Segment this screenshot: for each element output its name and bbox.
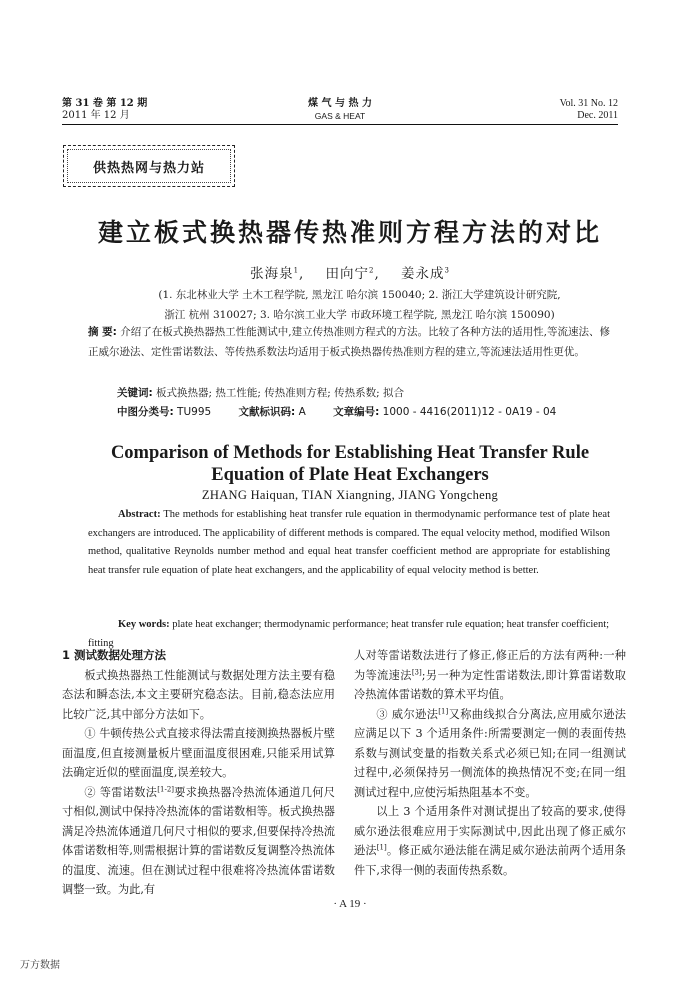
page-number: · A 19 · — [333, 898, 367, 910]
abstract-cn — [88, 322, 610, 362]
body-paragraph — [62, 783, 335, 900]
abstract-cn-label: 摘 要: — [88, 326, 117, 338]
classification-line — [117, 403, 607, 421]
column-section-box — [63, 145, 235, 187]
keywords-cn — [117, 384, 607, 402]
paragraph-text: 要求换热器冷热流体通道几何尺寸相似,测试中保持冷热流体的雷诺数相等。板式换热器满足冷热流体通道几何尺寸相似的要求,但要保持冷热流体雷诺数相等,则需根据计算的雷诺数反复调整冷热流体的温度、流速。但在测试过程中很难将冷热流体雷诺数调整一致。为此,有 — [62, 785, 335, 896]
clc-value: TU995 — [177, 406, 212, 418]
header-volume-issue: 第 31 卷 第 12 期 — [62, 98, 148, 109]
clc-label: 中图分类号: — [117, 406, 174, 418]
article-title-en — [70, 442, 630, 486]
running-header — [62, 98, 618, 124]
affiliations-cn — [112, 285, 607, 325]
header-date-en: Dec. 2011 — [577, 110, 618, 121]
journal-name-cn: 煤 气 与 热 力 — [308, 98, 372, 109]
authors-en: ZHANG Haiquan, TIAN Xiangning, JIANG Yongcheng — [201, 488, 499, 502]
section-heading: 1 测试数据处理方法 — [62, 648, 167, 662]
citation: [1] — [438, 706, 449, 715]
paragraph-text: 又称曲线拟合分离法,应用威尔逊法应满足以下 3 个适用条件:所需要测定一侧的表面传热系数与测试变量的指数关系式必须已知;在同一组测试过程中,必须保持另一侧流体的换热情况不变;在同一组测试过程中,应使污垢热阻基本不变。 — [354, 707, 626, 799]
body-paragraph — [354, 802, 626, 880]
article-number-label: 文章编号: — [333, 406, 380, 418]
article-number-value: 1000 - 4416(2011)12 - 0A19 - 04 — [382, 406, 557, 418]
title-en-line-2: Equation of Plate Heat Exchangers — [211, 465, 489, 485]
citation: [1-2] — [157, 784, 174, 793]
authors-cn: 张海泉$^1$, 田向宁$^2$, 姜永成$^3$ — [250, 266, 450, 282]
header-date-cn: 2011 年 12 月 — [62, 110, 130, 121]
doc-value: A — [298, 406, 306, 418]
keywords-en-text: plate heat exchanger; thermodynamic performance; heat transfer rule equation; heat transfer coefficient; fitting — [88, 619, 610, 649]
body-column-left — [62, 646, 335, 900]
method-name: ② 等雷诺数法 — [84, 785, 158, 799]
header-rule — [62, 124, 618, 125]
author-1-affil: 1 — [293, 266, 300, 275]
abstract-en — [88, 506, 610, 580]
author-2-affil: 2 — [369, 266, 375, 275]
keywords-cn-label: 关键词: — [117, 387, 153, 399]
header-vol-no-en: Vol. 31 No. 12 — [559, 98, 618, 109]
header-journal — [62, 98, 618, 122]
keywords-cn-text: 板式换热器; 热工性能; 传热准则方程; 传热系数; 拟合 — [156, 387, 405, 399]
affiliation-line-1: (1. 东北林业大学 土木工程学院, 黑龙江 哈尔滨 150040; 2. 浙江大学建筑设计研究院, — [158, 289, 561, 301]
body-paragraph: 板式换热器热工性能测试与数据处理方法主要有稳态法和瞬态法,本文主要研究稳态法。目前,稳态法应用比较广泛,其中部分方法如下。 — [62, 668, 335, 721]
body-column-right — [354, 646, 626, 880]
paragraph-text: 人对等雷诺数法进行了修正,修正后的方法有两种:一种为等流速法 — [354, 649, 626, 682]
paragraph-text: ;另一种为定性雷诺数法,即计算雷诺数取冷热流体雷诺数的算术平均值。 — [354, 668, 626, 701]
title-en-line-1: Comparison of Methods for Establishing Heat Transfer Rule — [110, 443, 590, 463]
doc-code — [239, 406, 306, 418]
column-section-label: 供热热网与热力站 — [92, 161, 205, 176]
article-number — [333, 406, 556, 418]
author-1-cn: 张海泉 — [250, 266, 294, 282]
author-2-cn: 田向宁 — [325, 266, 370, 282]
abstract-en-label: Abstract: — [118, 509, 161, 520]
header-volume-en — [560, 98, 618, 122]
body-paragraph: ① 牛顿传热公式直接求得法需直接测换热器板片壁面温度,但直接测量板片壁面温度很困难,只能采用试算法确定近似的壁面温度,误差较大。 — [62, 727, 335, 779]
abstract-cn-text: 介绍了在板式换热器热工性能测试中,建立传热准则方程式的方法。比较了各种方法的适用性,等流速法、修正威尔逊法、定性雷诺数法、等传热系数法均适用于板式换热器传热准则方程的建立,等流速法适用性更优。 — [88, 326, 610, 358]
method-name: ③ 威尔逊法 — [376, 707, 439, 721]
article-title-cn: 建立板式换热器传热准则方程方法的对比 — [97, 218, 602, 247]
author-3-affil: 3 — [444, 266, 450, 275]
citation: [1] — [376, 843, 387, 852]
body-paragraph — [354, 705, 626, 803]
keywords-en-label: Key words: — [118, 619, 170, 630]
doc-label: 文献标识码: — [238, 406, 296, 418]
citation: [3] — [411, 667, 422, 676]
abstract-en-text: The methods for establishing heat transfer rule equation in thermodynamic performance test of plate heat exchangers are introduced. The applicability of different methods is compared. The equal velocity method, modified Wilson method, qualitative Reynolds number method and equal heat transfer coefficient method are appropriate for establishing heat transfer rule equation of plate heat exchangers, and the applicability of equal velocity method is better. — [88, 509, 610, 576]
affiliation-line-2: 浙江 杭州 310027; 3. 哈尔滨工业大学 市政环境工程学院, 黑龙江 哈尔滨 150090) — [164, 309, 555, 321]
journal-name-en: GAS & HEAT — [314, 111, 366, 121]
body-paragraph — [354, 646, 626, 705]
clc-code — [117, 406, 211, 418]
author-3-cn: 姜永成 — [400, 266, 445, 282]
paragraph-text: 以上 3 个适用条件对测试提出了较高的要求,使得威尔逊法很难应用于实际测试中,因此出现了修正威尔逊法 — [354, 805, 626, 857]
paragraph-text: 。修正威尔逊法能在满足威尔逊法前两个适用条件下,求得一侧的表面传热系数。 — [354, 844, 626, 877]
source-watermark: 万方数据 — [20, 960, 60, 971]
